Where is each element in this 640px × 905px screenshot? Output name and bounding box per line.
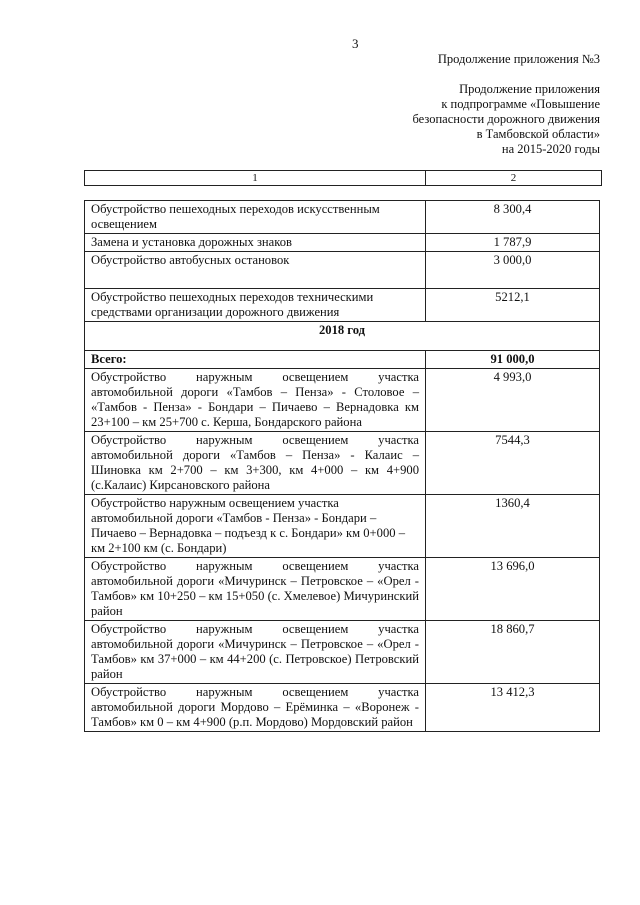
- activity-text: Обустройство пешеходных переходов искусственным освещением: [85, 201, 426, 234]
- activity-text: Обустройство наружным освещением участка автомобильной дороги «Тамбов – Пенза» - Столовое – «Тамбов - Пенза» - Бондари – Пичаево – Вернадовка км 23+100 – км 25+700 с. Керша, Бондарского района: [85, 369, 426, 432]
- activity-amount: 4 993,0: [426, 369, 600, 432]
- year-header-row: [85, 322, 600, 351]
- activity-amount: 13 696,0: [426, 558, 600, 621]
- activity-amount: 7544,3: [426, 432, 600, 495]
- table-row: [85, 621, 600, 684]
- table-row: [85, 558, 600, 621]
- table-row: [85, 289, 600, 322]
- column-number: 2: [510, 172, 517, 184]
- column-number-row: [84, 170, 602, 186]
- activity-amount: 8 300,4: [426, 201, 600, 234]
- appendix-heading-line: Продолжение приложения: [459, 82, 600, 96]
- activity-text: Обустройство наружным освещением участка автомобильной дороги «Мичуринск – Петровское – «Орел - Тамбов» км 10+250 – км 15+050 (с. Хмелевое) Мичуринский район: [85, 558, 426, 621]
- activity-amount: 1 787,9: [426, 234, 600, 252]
- appendix-heading-line: в Тамбовской области»: [476, 127, 600, 141]
- appendix-heading-line: к подпрограмме «Повышение: [441, 97, 600, 111]
- activity-text: Обустройство наружным освещением участка автомобильной дороги «Мичуринск – Петровское – «Орел - Тамбов» км 37+000 – км 44+200 (с. Петровское) Петровский район: [85, 621, 426, 684]
- table-row: [85, 234, 600, 252]
- activity-amount: 18 860,7: [426, 621, 600, 684]
- total-row: [85, 351, 600, 369]
- table-row: [85, 369, 600, 432]
- appendix-heading-line: безопасности дорожного движения: [412, 112, 600, 126]
- appendix-heading-line: на 2015-2020 годы: [501, 142, 600, 156]
- activity-amount: 5212,1: [426, 289, 600, 322]
- activity-amount: 3 000,0: [426, 252, 600, 289]
- activity-text: Обустройство наружным освещением участка автомобильной дороги «Тамбов - Пенза» - Бондари – Пичаево – Вернадовка – подъезд к с. Бондари» км 0+000 – км 2+100 км (с. Бондари): [85, 495, 426, 558]
- table-row: [85, 684, 600, 732]
- total-label: Всего:: [85, 351, 426, 369]
- activity-text: Обустройство наружным освещением участка автомобильной дороги «Тамбов – Пенза» - Калаис – Шиновка км 2+700 – км 3+300, км 4+000 – км 4+900 (с.Калаис) Кирсановского района: [85, 432, 426, 495]
- column-number: 1: [85, 171, 426, 185]
- table-row: [85, 432, 600, 495]
- continuation-heading: Продолжение приложения №3: [437, 52, 600, 66]
- activity-amount: 13 412,3: [426, 684, 600, 732]
- activity-text: Обустройство пешеходных переходов техническими средствами организации дорожного движения: [85, 289, 426, 322]
- year-header: 2018 год: [85, 322, 600, 351]
- table-row: [85, 252, 600, 289]
- activity-amount: 1360,4: [426, 495, 600, 558]
- activity-text: Замена и установка дорожных знаков: [85, 234, 426, 252]
- appendix-heading-block: [412, 82, 600, 157]
- table-row: [85, 201, 600, 234]
- activity-text: Обустройство наружным освещением участка автомобильной дороги Мордово – Ерёминка – «Воронеж - Тамбов» км 0 – км 4+900 (р.п. Мордово) Мордовский район: [85, 684, 426, 732]
- page-number: 3: [352, 36, 359, 51]
- activities-table: [84, 200, 600, 732]
- table-row: [85, 495, 600, 558]
- activity-text: Обустройство автобусных остановок: [85, 252, 426, 289]
- total-value: 91 000,0: [426, 351, 600, 369]
